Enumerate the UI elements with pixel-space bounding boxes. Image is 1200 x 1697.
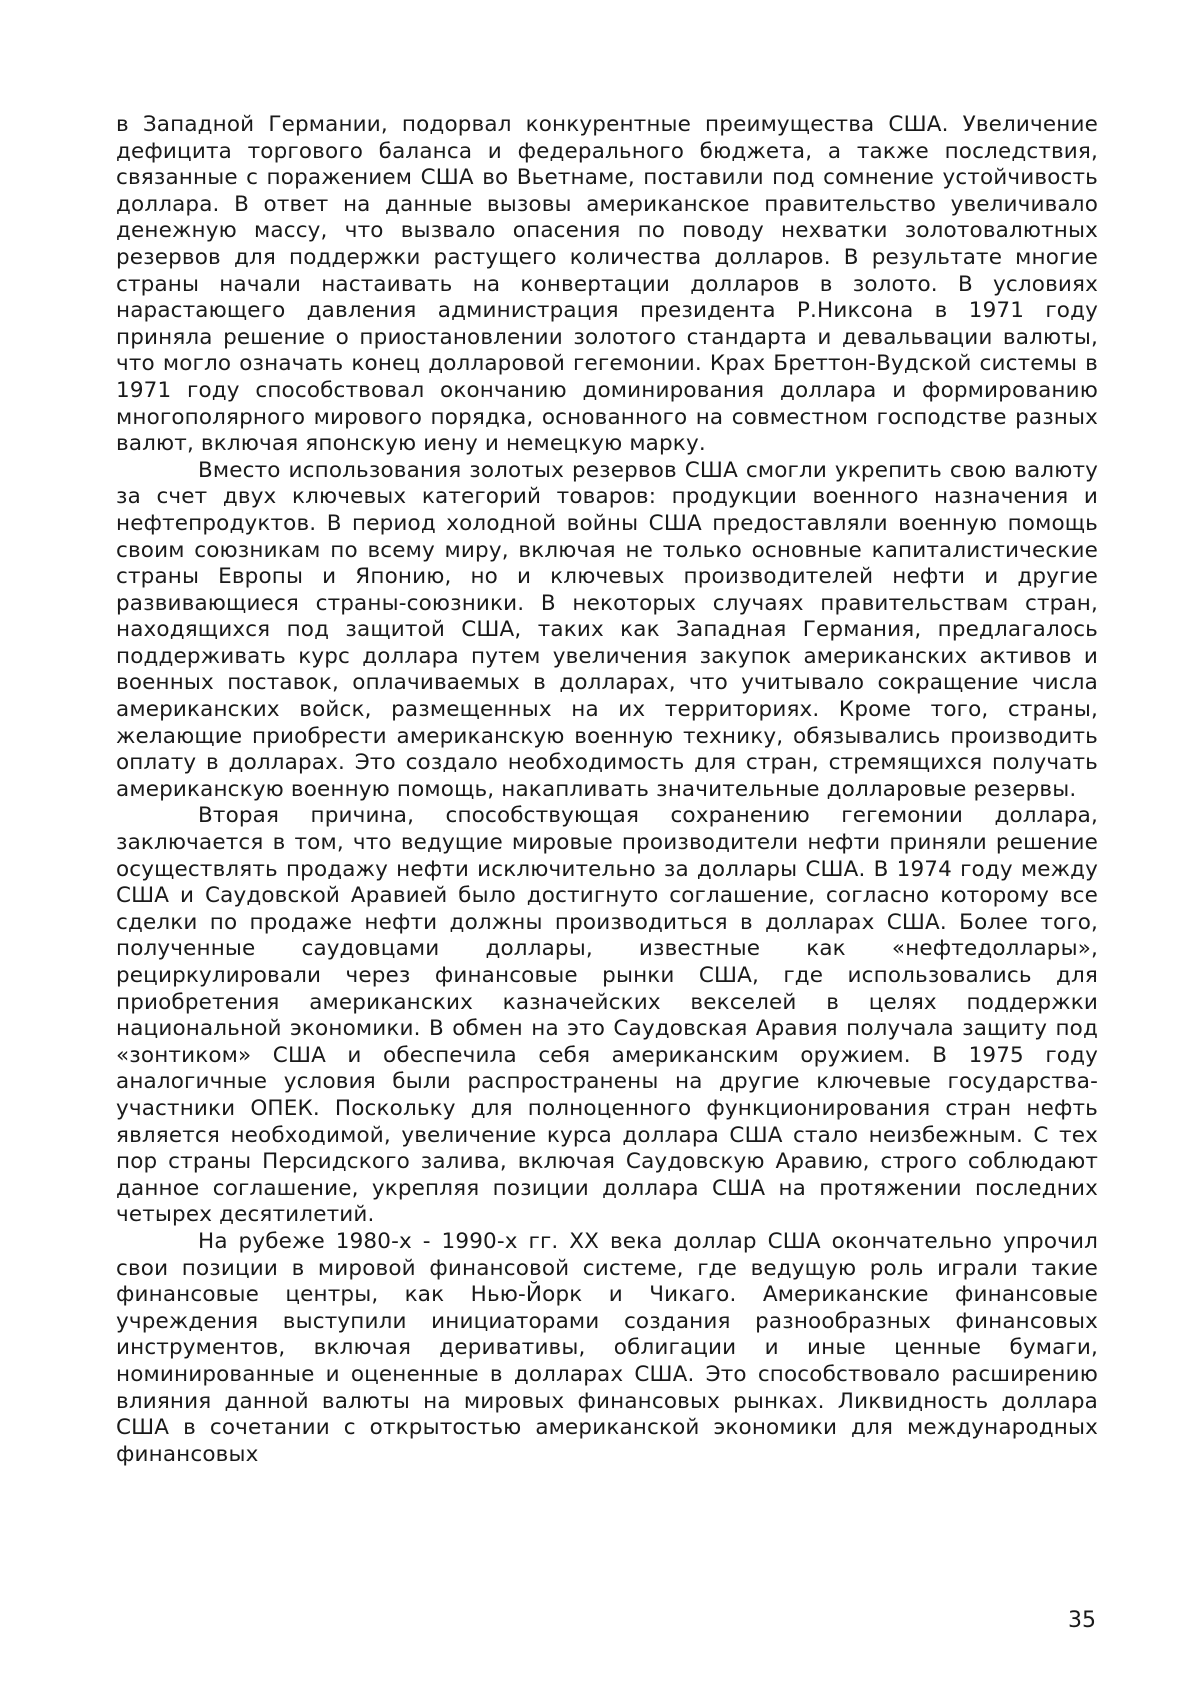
- paragraph-military-exports: Вместо использования золотых резервов США смогли укрепить свою валюту за счет двух ключевых категорий товаров: продукции военного назначения и нефтепродуктов. В период холодной войны США предоставляли военную помощь своим союзникам по всему миру, включая не только основные капиталистические страны Европы и Японию, но и ключевых производителей нефти и другие развивающиеся страны-союзники. В некоторых случаях правительствам стран, находящихся под защитой США, таких как Западная Германия, предлагалось поддерживать курс доллара путем увеличения закупок американских активов и военных поставок, оплачиваемых в долларах, что учитывало сокращение числа американских войск, размещенных на их территориях. Кроме того, страны, желающие приобрести американскую военную технику, обязывались производить оплату в долларах. Это создало необходимость для стран, стремящихся получать американскую военную помощь, накапливать значительные долларовые резервы.: [116, 457, 1098, 802]
- page-number: 35: [1068, 1608, 1096, 1633]
- paragraph-continuation: в Западной Германии, подорвал конкурентные преимущества США. Увеличение дефицита торгового баланса и федерального бюджета, а также последствия, связанные с поражением США во Вьетнаме, поставили под сомнение устойчивость доллара. В ответ на данные вызовы американское правительство увеличивало денежную массу, что вызвало опасения по поводу нехватки золотовалютных резервов для поддержки растущего количества долларов. В результате многие страны начали настаивать на конвертации долларов в золото. В условиях нарастающего давления администрация президента Р.Никсона в 1971 году приняла решение о приостановлении золотого стандарта и девальвации валюты, что могло означать конец долларовой гегемонии. Крах Бреттон-Вудской системы в 1971 году способствовал окончанию доминирования доллара и формированию многополярного мирового порядка, основанного на совместном господстве разных валют, включая японскую иену и немецкую марку.: [116, 112, 1098, 457]
- page-body: [116, 112, 1098, 1468]
- paragraph-financial-centers: На рубеже 1980-х - 1990-х гг. XX века доллар США окончательно упрочил свои позиции в мировой финансовой системе, где ведущую роль играли такие финансовые центры, как Нью-Йорк и Чикаго. Американские финансовые учреждения выступили инициаторами создания разнообразных финансовых инструментов, включая деривативы, облигации и иные ценные бумаги, номинированные и оцененные в долларах США. Это способствовало расширению влияния данной валюты на мировых финансовых рынках. Ликвидность доллара США в сочетании с открытостью американской экономики для международных финансовых: [116, 1228, 1098, 1467]
- paragraph-petrodollars: Вторая причина, способствующая сохранению гегемонии доллара, заключается в том, что ведущие мировые производители нефти приняли решение осуществлять продажу нефти исключительно за доллары США. В 1974 году между США и Саудовской Аравией было достигнуто соглашение, согласно которому все сделки по продаже нефти должны производиться в долларах США. Более того, полученные саудовцами доллары, известные как «нефтедоллары», рециркулировали через финансовые рынки США, где использовались для приобретения американских казначейских векселей в целях поддержки национальной экономики. В обмен на это Саудовская Аравия получала защиту под «зонтиком» США и обеспечила себя американским оружием. В 1975 году аналогичные условия были распространены на другие ключевые государства-участники ОПЕК. Поскольку для полноценного функционирования стран нефть является необходимой, увеличение курса доллара США стало неизбежным. С тех пор страны Персидского залива, включая Саудовскую Аравию, строго соблюдают данное соглашение, укрепляя позиции доллара США на протяжении последних четырех десятилетий.: [116, 803, 1098, 1228]
